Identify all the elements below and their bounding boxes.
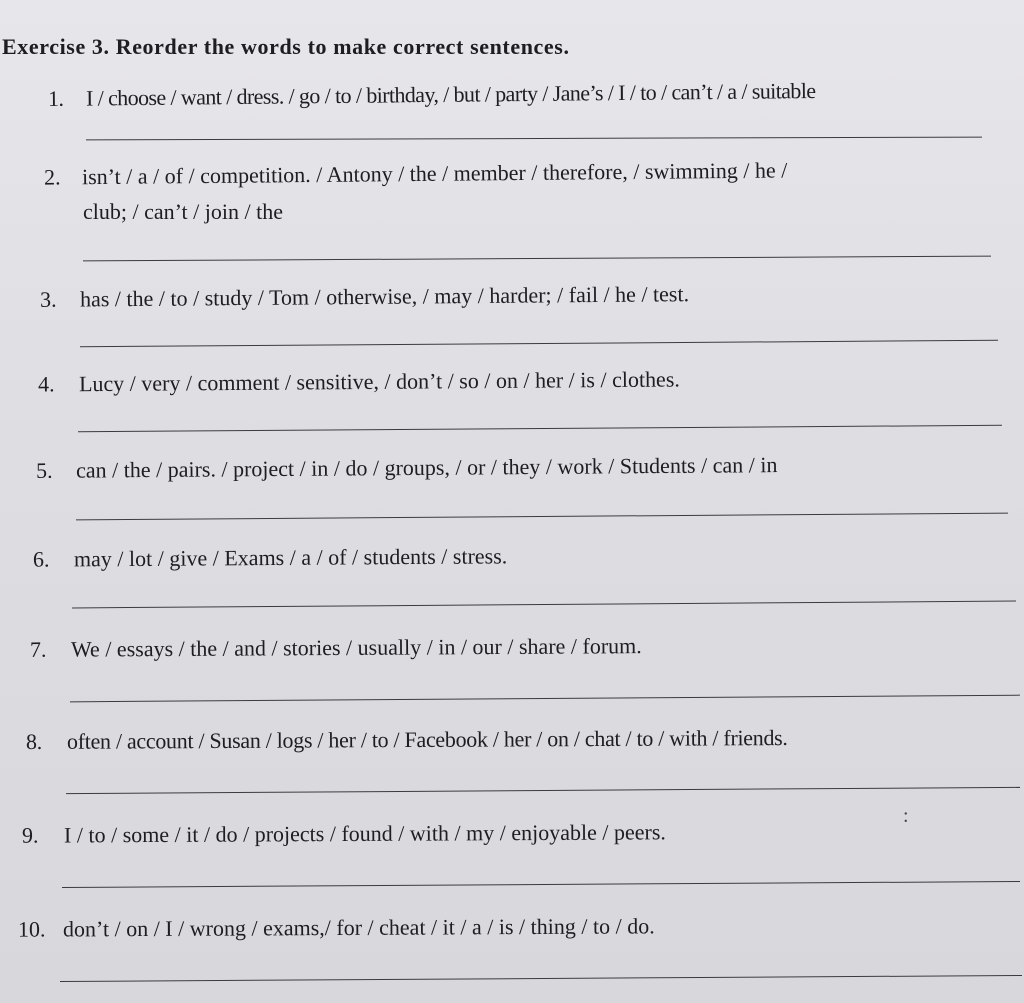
exercise-item-3 [40, 276, 689, 318]
exercise-title: Exercise 3. Reorder the words to make correct sentences. [2, 34, 570, 59]
item-words: I / choose / want / dress. / go / to / birthday, / but / party / Jane’s / I / to / can’t / a / suitable [85, 77, 816, 111]
item-words: may / lot / give / Exams / a / of / students / stress. [73, 543, 508, 572]
item-2-continuation: club; / can’t / join / the [83, 199, 283, 224]
item-words: has / the / to / study / Tom / otherwise, / may / harder; / fail / he / test. [79, 281, 690, 312]
answer-line-1[interactable] [86, 137, 982, 141]
item-words: Lucy / very / comment / sensitive, / don’t / so / on / her / is / clothes. [78, 366, 680, 397]
item-number: 5. [35, 457, 53, 483]
answer-line-10[interactable] [60, 975, 1022, 982]
answer-line-6[interactable] [72, 601, 1016, 609]
answer-line-4[interactable] [78, 425, 1002, 432]
item-number: 1. [47, 85, 64, 112]
item-words: We / essays / the / and / stories / usually / in / our / share / forum. [70, 633, 642, 662]
item-number: 4. [37, 371, 55, 397]
stray-mark: : [903, 805, 909, 827]
answer-line-8[interactable] [66, 787, 1020, 794]
item-number: 2. [43, 164, 61, 190]
exercise-item-5 [36, 447, 778, 489]
exercise-item-1 [48, 73, 816, 117]
item-number: 3. [39, 286, 57, 312]
item-number: 8. [25, 728, 42, 754]
item-words: isn’t / a / of / competition. / Antony / the / member / therefore, / swimming / he / [81, 157, 788, 190]
item-number: 9. [21, 822, 39, 848]
item-words: can / the / pairs. / project / in / do / groups, / or / they / work / Students / can / in [75, 452, 778, 483]
exercise-item-9 [22, 814, 666, 853]
item-number: 7. [29, 636, 47, 662]
exercise-item-8 [26, 720, 788, 760]
exercise-item-2 [44, 152, 788, 195]
answer-line-2[interactable] [83, 256, 991, 262]
exercise-item-6 [33, 538, 507, 577]
answer-line-3[interactable] [80, 340, 998, 347]
item-words: don’t / on / I / wrong / exams,/ for / cheat / it / a / is / thing / to / do. [62, 913, 655, 942]
exercise-item-10 [18, 908, 655, 947]
item-number: 10. [17, 916, 46, 942]
answer-line-7[interactable] [70, 695, 1020, 703]
item-words: often / account / Susan / logs / her / to / Facebook / her / on / chat / to / with / friends. [66, 725, 788, 754]
item-number: 6. [32, 546, 50, 572]
answer-line-5[interactable] [76, 513, 1008, 521]
exercise-item-4 [38, 361, 680, 402]
exercise-item-7 [30, 628, 642, 668]
answer-line-9[interactable] [62, 881, 1020, 888]
item-words: I / to / some / it / do / projects / found / with / my / enjoyable / peers. [63, 819, 666, 848]
